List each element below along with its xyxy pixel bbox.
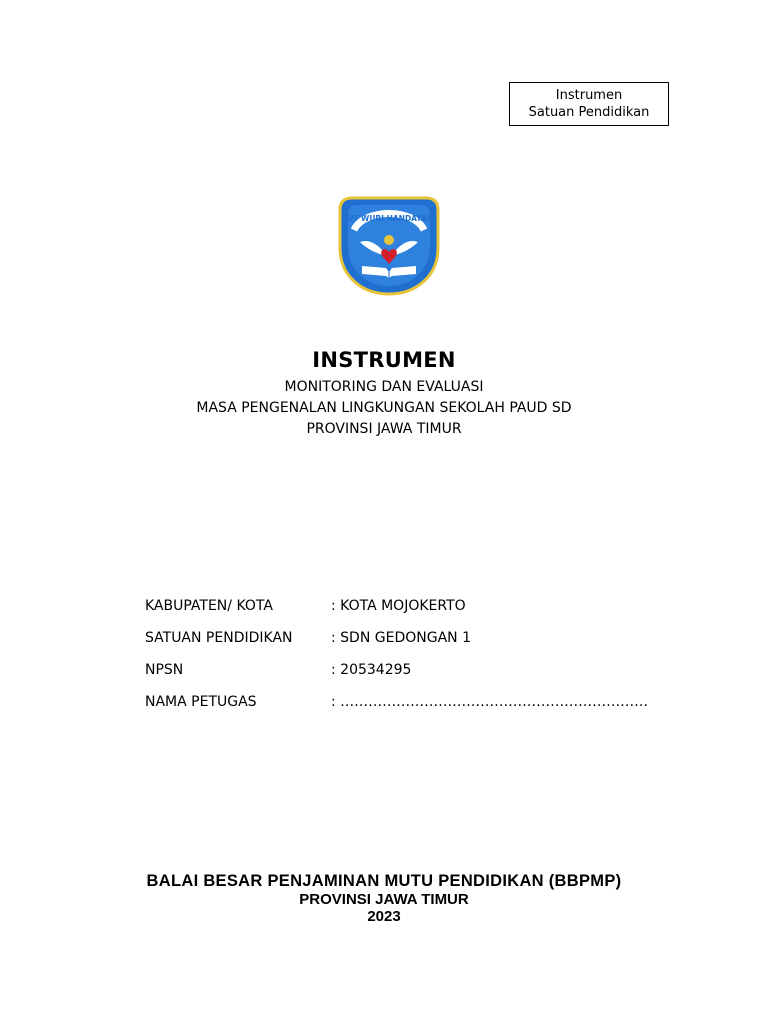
subtitle-line-3: PROVINSI JAWA TIMUR — [306, 421, 462, 437]
document-type-box — [509, 82, 669, 126]
institution-province: PROVINSI JAWA TIMUR — [299, 891, 469, 908]
identity-value: : SDN GEDONGAN 1 — [331, 630, 471, 646]
identity-value-blank: : ………………………………………………………… — [331, 694, 649, 710]
identity-label: SATUAN PENDIDIKAN — [145, 630, 293, 646]
tut-wuri-handayani-logo-icon — [330, 190, 448, 298]
identity-value: : KOTA MOJOKERTO — [331, 598, 466, 614]
subtitle-line-1: MONITORING DAN EVALUASI — [284, 379, 484, 395]
institution-name: BALAI BESAR PENJAMINAN MUTU PENDIDIKAN (BBPMP) — [146, 872, 622, 890]
identity-row-kabupaten — [145, 590, 665, 622]
identity-row-npsn — [145, 654, 665, 686]
identity-table — [145, 590, 665, 718]
document-subtitle — [0, 377, 768, 440]
document-type-line-2: Satuan Pendidikan — [528, 105, 650, 120]
identity-label: NPSN — [145, 662, 184, 678]
document-year: 2023 — [367, 908, 401, 925]
identity-value: : 20534295 — [331, 662, 412, 678]
institution-footer — [0, 872, 768, 925]
document-title: INSTRUMEN — [312, 348, 456, 372]
document-type-line-1: Instrumen — [555, 88, 623, 103]
identity-label: KABUPATEN/ KOTA — [145, 598, 273, 614]
logo-motto: TUT WURI HANDAYANI — [342, 214, 436, 223]
identity-row-nama-petugas — [145, 686, 665, 718]
identity-row-satuan-pendidikan — [145, 622, 665, 654]
identity-label: NAMA PETUGAS — [145, 694, 257, 710]
subtitle-line-2: MASA PENGENALAN LINGKUNGAN SEKOLAH PAUD SD — [196, 400, 572, 416]
